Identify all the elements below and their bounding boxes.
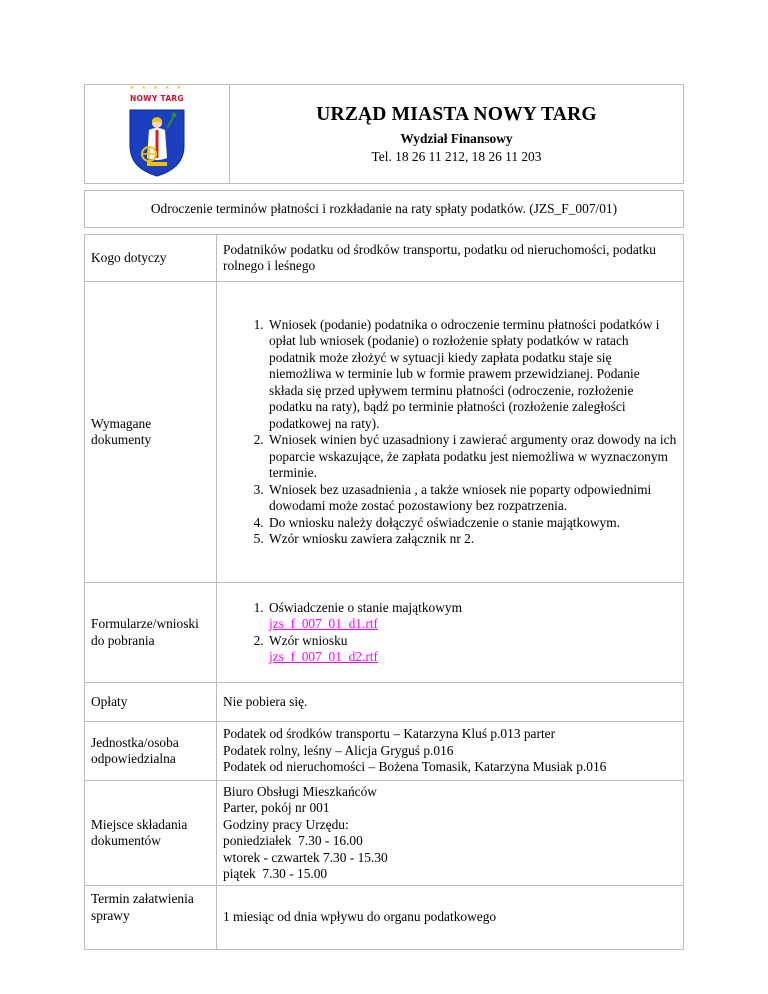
row-label: Opłaty: [85, 683, 217, 722]
list-item: [267, 633, 677, 666]
row-value: [217, 781, 684, 886]
place-line: poniedziałek 7.30 - 16.00: [223, 833, 363, 848]
document: [84, 84, 684, 950]
row-value: Nie pobiera się.: [217, 683, 684, 722]
row-value: [217, 722, 684, 781]
list-item: [267, 600, 677, 633]
logo-stars: ★ ★ ★ ★ ★: [129, 86, 185, 91]
header-table: [84, 84, 684, 184]
header-title-cell: [230, 85, 684, 184]
row-wymagane-dokumenty: [85, 282, 684, 583]
details-table: [84, 234, 684, 950]
responsible-line: Podatek od nieruchomości – Bożena Tomasik, Katarzyna Musiak p.016: [223, 759, 607, 775]
row-value: [217, 282, 684, 583]
required-documents-list: [223, 317, 677, 548]
form-name: Wzór wniosku: [269, 632, 348, 648]
form-download-link[interactable]: jzs_f_007_01_d1.rtf: [269, 616, 378, 631]
row-label: Miejsce składania dokumentów: [85, 781, 217, 886]
list-item: 4. Do wniosku należy dołączyć oświadczenie o stanie majątkowym.: [267, 515, 677, 532]
row-value: Podatników podatku od środków transportu, podatku od nieruchomości, podatku rolnego i leśnego: [217, 235, 684, 282]
row-jednostka: [85, 722, 684, 781]
place-line: Biuro Obsługi Mieszkańców: [223, 783, 377, 799]
list-item: 5. Wzór wniosku zawiera załącznik nr 2.: [267, 531, 677, 548]
form-name: Oświadczenie o stanie majątkowym: [269, 599, 462, 615]
place-line: Parter, pokój nr 001: [223, 800, 330, 815]
list-item: 1. Wniosek (podanie) podatnika o odroczenie terminu płatności podatków i opłat lub wniosek (podanie) o rozłożenie spłaty podatków w ratach podatnik może złożyć w sytuacji kiedy zapłata podatku staje się niemożliwa w terminie lub w formie prawem przewidzianej. Podanie składa się przed upływem terminu płatności (odroczenie, rozłożenie podatku na raty), bądź po terminie płatności (rozłożenie zaległości podatkowej na raty).: [267, 317, 677, 433]
forms-list: [223, 600, 677, 666]
row-oplaty: [85, 683, 684, 722]
department-title: Wydział Finansowy: [400, 131, 513, 147]
place-line: wtorek - czwartek 7.30 - 15.30: [223, 849, 388, 865]
row-value: [217, 583, 684, 683]
coat-of-arms-shield-icon: [127, 108, 187, 178]
row-miejsce: [85, 781, 684, 886]
row-label: Jednostka/osoba odpowiedzialna: [85, 722, 217, 781]
responsible-line: Podatek od środków transportu – Katarzyna Kluś p.013 parter: [223, 726, 556, 742]
row-value: 1 miesiąc od dnia wpływu do organu podatkowego: [217, 886, 684, 950]
logo-cell: [85, 85, 230, 184]
service-title: Odroczenie terminów płatności i rozkładanie na raty spłaty podatków. (JZS_F_007/01): [85, 191, 684, 228]
list-item: 3. Wniosek bez uzasadnienia , a także wniosek nie poparty odpowiednimi dowodami może zostać pozostawiony bez rozpatrzenia.: [267, 482, 677, 515]
row-termin: [85, 886, 684, 950]
row-label: Kogo dotyczy: [85, 235, 217, 282]
form-download-link[interactable]: jzs_f_007_01_d2.rtf: [269, 649, 378, 664]
row-kogo-dotyczy: [85, 235, 684, 282]
responsible-line: Podatek rolny, leśny – Alicja Gryguś p.016: [223, 742, 454, 758]
service-title-table: [84, 190, 684, 228]
row-label: Formularze/wnioski do pobrania: [85, 583, 217, 683]
list-item: 2. Wniosek winien być uzasadniony i zawierać argumenty oraz dowody na ich poparcie wskazujące, że zapłata podatku jest niemożliwa w wyznaczonym terminie.: [267, 432, 677, 482]
place-line: Godziny pracy Urzędu:: [223, 816, 349, 832]
row-label: Termin załatwienia sprawy: [85, 886, 217, 950]
office-title: URZĄD MIASTA NOWY TARG: [316, 103, 597, 125]
phone-numbers: Tel. 18 26 11 212, 18 26 11 203: [371, 148, 542, 164]
city-coat-of-arms: [127, 86, 187, 182]
place-line: piątek 7.30 - 15.00: [223, 866, 328, 881]
logo-city-label: NOWY TARG: [130, 94, 184, 103]
row-label: Wymagane dokumenty: [85, 282, 217, 583]
row-formularze: [85, 583, 684, 683]
